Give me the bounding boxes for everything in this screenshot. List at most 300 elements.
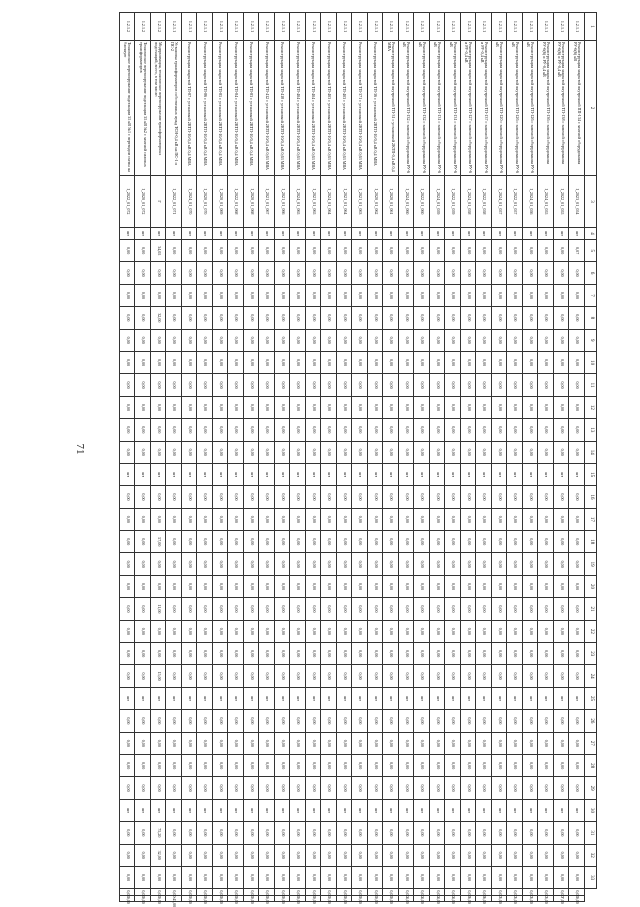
row-value: 0,00 [244, 441, 260, 463]
row-value: шт [492, 687, 508, 709]
row-value: 0,00 [569, 866, 585, 888]
row-value: 0,00 [135, 777, 151, 799]
row-value: 0,00 [523, 262, 539, 284]
row-unit: шт [321, 228, 337, 240]
row-value: шт [182, 463, 198, 485]
row-value: шт [321, 463, 337, 485]
row-value: 0,00 [476, 419, 492, 441]
row-value: 0,00 [368, 486, 384, 508]
row-value: 0,00 [523, 866, 539, 888]
row-value: 0,00 [476, 374, 492, 396]
row-value: 0,00 [135, 732, 151, 754]
row-value: 0,00 [368, 754, 384, 776]
row-value: 0,00 [430, 866, 446, 888]
row-description: Реконструкция закрытой ТП-83 с установкой 2КТП-10/0,4 кВ 0,4 МВА [244, 41, 260, 176]
row-value: 0,00 [461, 822, 477, 844]
row-value: 0,00 [414, 777, 430, 799]
row-value: 0,00 [290, 262, 306, 284]
row-value: 0,00 [523, 598, 539, 620]
row-value: 0,00 [476, 441, 492, 463]
row-value: 0,00 [166, 441, 182, 463]
row-value: 0,00 [275, 643, 291, 665]
row-value: 0,00 [476, 284, 492, 306]
row-value: 0,00 [461, 508, 477, 530]
row-description: Реконструкция закрытой внутренней ТП-131 с заменой оборудования РУ-6 кВ [445, 41, 461, 176]
row-value: 0,00 [275, 553, 291, 575]
row-value: 0,00 [538, 643, 554, 665]
row-value: 0,00 [321, 895, 337, 901]
row-value: 0,00 [306, 307, 322, 329]
row-value: 0,00 [383, 419, 399, 441]
row-value: 0,00 [492, 419, 508, 441]
row-value: 0,00 [507, 284, 523, 306]
row-value: шт [523, 799, 539, 821]
row-value: 15,00 [151, 665, 167, 687]
row-value: 0,00 [135, 262, 151, 284]
row-value: 0,00 [213, 620, 229, 642]
row-value: 0,00 [383, 866, 399, 888]
row-value: 0,00 [259, 866, 275, 888]
row-value: 0,00 [321, 240, 337, 262]
row-value: шт [244, 799, 260, 821]
row-value: 0,00 [259, 374, 275, 396]
table-row [445, 13, 461, 902]
column-header: 6 [585, 262, 597, 284]
row-value: 0,00 [120, 284, 136, 306]
row-value: шт [337, 463, 353, 485]
row-value: 0,00 [399, 710, 415, 732]
row-value: 0,00 [182, 486, 198, 508]
row-value: 0,00 [182, 262, 198, 284]
row-value: 0,00 [383, 486, 399, 508]
row-value: 0,00 [445, 754, 461, 776]
row-value: 0,00 [244, 240, 260, 262]
row-value: 0,00 [430, 754, 446, 776]
row-description: Техническое перевооружение подстанции 35 кВ №1 с переводом схемы на блочную [120, 41, 136, 176]
row-value: 0,00 [228, 553, 244, 575]
row-value: шт [306, 687, 322, 709]
row-value: 0,00 [135, 822, 151, 844]
row-value: 0,00 [430, 732, 446, 754]
row-value: 0,00 [151, 895, 167, 901]
row-value: 0,00 [445, 844, 461, 866]
row-value: 0,00 [275, 895, 291, 901]
column-header: 25 [585, 687, 597, 709]
row-value: 0,00 [275, 844, 291, 866]
row-description: Реконструкция закрытой внутренней ТП-127 с заменой оборудования РУ-6 и РУ-0,4 кВ [461, 41, 477, 176]
row-value: 0,00 [569, 665, 585, 687]
row-value: 0,00 [259, 889, 275, 895]
row-value: 5,00 [538, 895, 554, 901]
row-number: 1.2.1.1 [569, 13, 585, 41]
row-value: 0,00 [554, 889, 570, 895]
column-header: 22 [585, 620, 597, 642]
row-number: 1.2.1.1 [166, 13, 182, 41]
row-value: шт [523, 463, 539, 485]
row-value: 0,00 [383, 307, 399, 329]
row-value: 0,00 [275, 262, 291, 284]
row-value: 0,00 [461, 307, 477, 329]
row-value: 0,00 [399, 665, 415, 687]
row-value: 0,00 [445, 374, 461, 396]
row-value: шт [352, 463, 368, 485]
row-value: 0,00 [352, 895, 368, 901]
row-value: 0,00 [383, 732, 399, 754]
row-value: 0,00 [120, 240, 136, 262]
row-code: I_2021_01_066 [275, 176, 291, 228]
row-value: 0,00 [569, 329, 585, 351]
row-value: 0,00 [275, 866, 291, 888]
row-unit: шт [368, 228, 384, 240]
row-value: 0,00 [290, 710, 306, 732]
row-value: 0,00 [383, 844, 399, 866]
row-value: 0,00 [554, 866, 570, 888]
row-value: 0,00 [538, 754, 554, 776]
row-value: 0,00 [352, 665, 368, 687]
row-value: 0,00 [275, 822, 291, 844]
row-value: 0,00 [151, 889, 167, 895]
row-value: 0,00 [445, 396, 461, 418]
row-unit: шт [569, 228, 585, 240]
row-value: 0,00 [135, 441, 151, 463]
row-unit: шт [414, 228, 430, 240]
row-value: шт [166, 687, 182, 709]
row-value: 0,00 [352, 419, 368, 441]
row-value: 0,00 [383, 598, 399, 620]
row-value: 0,00 [182, 643, 198, 665]
row-value: 0,00 [275, 575, 291, 597]
row-value: 0,00 [275, 777, 291, 799]
row-value: 0,00 [507, 262, 523, 284]
row-value: 0,00 [228, 240, 244, 262]
row-value: 0,00 [244, 889, 260, 895]
row-value: 0,00 [507, 598, 523, 620]
row-value: 0,00 [414, 351, 430, 373]
row-value: 0,00 [554, 329, 570, 351]
row-value: 0,00 [321, 822, 337, 844]
row-value: 0,00 [569, 710, 585, 732]
row-value: 0,00 [120, 575, 136, 597]
table-row [120, 13, 136, 902]
row-value: 0,00 [197, 486, 213, 508]
row-value: 0,00 [399, 508, 415, 530]
row-code: I_2024_01_060 [399, 176, 415, 228]
row-value: 0,00 [166, 486, 182, 508]
row-value: 6,00 [476, 895, 492, 901]
row-value: 0,00 [492, 240, 508, 262]
row-value: 0,00 [461, 374, 477, 396]
row-value: шт [414, 687, 430, 709]
row-value: 0,00 [197, 665, 213, 687]
row-value: 0,00 [259, 732, 275, 754]
row-number: 1.2.1.1 [476, 13, 492, 41]
row-value: 0,00 [445, 240, 461, 262]
row-value: 0,00 [290, 620, 306, 642]
row-value: 0,00 [352, 307, 368, 329]
column-header: 20 [585, 575, 597, 597]
row-value: 0,00 [306, 329, 322, 351]
row-value: 0,00 [538, 575, 554, 597]
row-number: 1.2.1.1 [306, 13, 322, 41]
row-value: 0,00 [399, 351, 415, 373]
row-value: 0,00 [352, 553, 368, 575]
row-value: 0,00 [337, 441, 353, 463]
table-row [197, 13, 213, 902]
row-value: 0,00 [337, 284, 353, 306]
row-value: 0,00 [228, 822, 244, 844]
row-value: 0,00 [306, 374, 322, 396]
row-unit: шт [399, 228, 415, 240]
row-value: 0,00 [337, 620, 353, 642]
table-row [275, 13, 291, 902]
row-value: 0,00 [383, 374, 399, 396]
row-value: 0,00 [476, 620, 492, 642]
row-value: 0,00 [151, 329, 167, 351]
row-number: 1.2.1.1 [352, 13, 368, 41]
row-value: 0,00 [244, 643, 260, 665]
row-value: 0,00 [507, 240, 523, 262]
row-value: 0,00 [306, 822, 322, 844]
row-value: 0,00 [445, 822, 461, 844]
row-description: Реконструкция закрытой внутренней ТП-120 с заменой оборудования РУ-6 кВ [492, 41, 508, 176]
row-value: шт [290, 799, 306, 821]
row-value: 0,00 [337, 553, 353, 575]
row-value: шт [244, 463, 260, 485]
row-value: 0,00 [213, 895, 229, 901]
row-value: 0,00 [259, 240, 275, 262]
row-value: 32,00 [151, 844, 167, 866]
row-value: 0,00 [352, 598, 368, 620]
row-value: 0,00 [120, 486, 136, 508]
row-value: 0,00 [321, 329, 337, 351]
column-header: 7 [585, 284, 597, 306]
row-value: 0,00 [337, 329, 353, 351]
row-value: 0,00 [445, 710, 461, 732]
row-unit: шт [507, 228, 523, 240]
row-description: Реконструкция закрытой ТП-404 с установкой 2КТП-10/0,4 кВ 0,63 МВА [306, 41, 322, 176]
row-value: шт [569, 687, 585, 709]
row-value: 0,00 [476, 643, 492, 665]
row-value: 0,00 [244, 895, 260, 901]
column-header: 32 [585, 844, 597, 866]
row-value: 0,00 [321, 732, 337, 754]
row-value: 0,00 [120, 732, 136, 754]
row-value: шт [213, 463, 229, 485]
table-row [399, 13, 415, 902]
row-value: шт [244, 687, 260, 709]
row-value: 0,00 [182, 889, 198, 895]
row-value: 0,00 [151, 575, 167, 597]
row-value: 0,00 [445, 531, 461, 553]
row-value: 0,00 [414, 665, 430, 687]
row-value: 0,00 [399, 643, 415, 665]
row-value: 0,00 [368, 284, 384, 306]
row-value: 0,00 [337, 396, 353, 418]
row-value: 0,00 [554, 307, 570, 329]
row-value: 0,00 [523, 240, 539, 262]
row-value: шт [554, 463, 570, 485]
row-value: 0,00 [507, 553, 523, 575]
row-value: 0,00 [244, 508, 260, 530]
row-value: 0,00 [538, 284, 554, 306]
row-value: 0,00 [135, 844, 151, 866]
row-value: 0,00 [213, 754, 229, 776]
row-value: шт [507, 463, 523, 485]
row-value: 0,00 [554, 777, 570, 799]
row-value: 0,00 [228, 598, 244, 620]
row-value: 0,00 [461, 777, 477, 799]
row-value: 0,00 [383, 620, 399, 642]
row-value: 0,00 [213, 732, 229, 754]
row-value: шт [492, 799, 508, 821]
row-value: 0,00 [337, 777, 353, 799]
row-value: 0,00 [197, 441, 213, 463]
row-value: 0,00 [492, 620, 508, 642]
row-value: 7,00 [554, 895, 570, 901]
row-value: 0,00 [228, 710, 244, 732]
row-description: Техническое перевооружение подстанции 35 кВ №2 с заменой силовых трансформаторов [135, 41, 151, 176]
table-row [538, 13, 554, 902]
row-value: 0,00 [290, 240, 306, 262]
column-header: 5 [585, 240, 597, 262]
row-value: 0,00 [182, 665, 198, 687]
row-value: 0,00 [461, 419, 477, 441]
row-value: 0,00 [554, 419, 570, 441]
row-value: 0,00 [523, 844, 539, 866]
row-value: 0,00 [461, 531, 477, 553]
row-unit: шт [151, 228, 167, 240]
row-description: Реконструкция закрытой ТП-403 с установкой 2КТП-10/0,4 кВ 0,63 МВА [337, 41, 353, 176]
row-value: 0,00 [306, 284, 322, 306]
row-value: 0,00 [120, 351, 136, 373]
row-value: 0,00 [569, 889, 585, 895]
row-number: 1.2.1.1 [414, 13, 430, 41]
column-header: 28 [585, 754, 597, 776]
row-value: 0,00 [430, 396, 446, 418]
row-value: 0,00 [414, 598, 430, 620]
row-number: 1.2.1.1 [337, 13, 353, 41]
row-value: 0,00 [275, 284, 291, 306]
row-value: 5,00 [492, 895, 508, 901]
row-value: 0,00 [368, 889, 384, 895]
row-value: 0,00 [182, 895, 198, 901]
row-value: 0,00 [135, 240, 151, 262]
row-value: 0,00 [523, 284, 539, 306]
row-value: 0,00 [399, 889, 415, 895]
row-value: 0,00 [352, 822, 368, 844]
row-value: 0,00 [492, 754, 508, 776]
row-value: 0,00 [275, 508, 291, 530]
row-value: 0,00 [399, 486, 415, 508]
row-value: 0,00 [290, 665, 306, 687]
row-value: 0,00 [182, 508, 198, 530]
row-value: 0,00 [306, 889, 322, 895]
row-description: Реконструкция закрытой внутренней ПП-134 с заменой оборудования РУ-6(6) кВ [569, 41, 585, 176]
row-value: 0,00 [166, 329, 182, 351]
row-value: 0,00 [492, 486, 508, 508]
row-value: 0,00 [476, 575, 492, 597]
row-value: 0,00 [368, 374, 384, 396]
row-value: 0,00 [430, 598, 446, 620]
row-value: 0,00 [321, 553, 337, 575]
table-row [569, 13, 585, 902]
row-value: 0,00 [166, 866, 182, 888]
row-value: 0,00 [399, 732, 415, 754]
row-value: 0,00 [120, 844, 136, 866]
row-unit: шт [461, 228, 477, 240]
row-code: I_2020_01_070 [197, 176, 213, 228]
row-value: 0,00 [352, 396, 368, 418]
row-value: 0,00 [120, 822, 136, 844]
row-value: 0,00 [569, 620, 585, 642]
row-value: 0,00 [538, 822, 554, 844]
row-value: 0,00 [259, 777, 275, 799]
row-value: шт [321, 687, 337, 709]
row-value: шт [337, 799, 353, 821]
column-header: 11 [585, 374, 597, 396]
row-value: 0,00 [228, 351, 244, 373]
row-value: шт [492, 463, 508, 485]
row-value: 0,00 [569, 531, 585, 553]
row-value: 0,00 [259, 351, 275, 373]
row-value: 0,00 [445, 262, 461, 284]
row-value: 0,00 [228, 284, 244, 306]
row-value: 0,00 [135, 643, 151, 665]
row-value: 0,00 [259, 665, 275, 687]
row-value: 0,00 [197, 508, 213, 530]
row-value: 0,00 [445, 777, 461, 799]
row-value: 0,00 [321, 284, 337, 306]
row-value: шт [197, 687, 213, 709]
row-value: 0,00 [120, 374, 136, 396]
row-value: 0,00 [538, 777, 554, 799]
row-value: 0,00 [538, 732, 554, 754]
row-value: 0,00 [445, 441, 461, 463]
row-value: 0,00 [492, 844, 508, 866]
row-value: 0,00 [182, 754, 198, 776]
row-value: 0,00 [244, 732, 260, 754]
row-value: 0,00 [569, 553, 585, 575]
row-value: 0,00 [275, 620, 291, 642]
row-value: 0,00 [461, 329, 477, 351]
row-description: Реконструкция закрытой внутренней ТП-131 с заменой оборудования РУ-6 кВ [430, 41, 446, 176]
row-unit: шт [166, 228, 182, 240]
row-value: 0,00 [461, 844, 477, 866]
row-value: 0,00 [554, 553, 570, 575]
row-value: 0,00 [275, 598, 291, 620]
row-value: 75,20 [151, 822, 167, 844]
row-value: 0,00 [197, 598, 213, 620]
row-value: 0,00 [228, 374, 244, 396]
row-value: 0,00 [492, 866, 508, 888]
row-value: 0,00 [507, 531, 523, 553]
row-value: 0,00 [197, 866, 213, 888]
row-value: 0,00 [151, 754, 167, 776]
row-value: 0,00 [368, 307, 384, 329]
row-value: 32,00 [151, 307, 167, 329]
row-code: I_2024_01_065 [290, 176, 306, 228]
row-value: 0,00 [461, 262, 477, 284]
row-value: 0,00 [554, 598, 570, 620]
row-value: 0,00 [120, 710, 136, 732]
row-value: шт [275, 463, 291, 485]
row-number: 1.2.1.1 [321, 13, 337, 41]
row-value: 0,00 [337, 710, 353, 732]
row-value: 0,00 [538, 844, 554, 866]
row-unit: шт [197, 228, 213, 240]
row-value: шт [554, 687, 570, 709]
row-value: 0,00 [213, 531, 229, 553]
